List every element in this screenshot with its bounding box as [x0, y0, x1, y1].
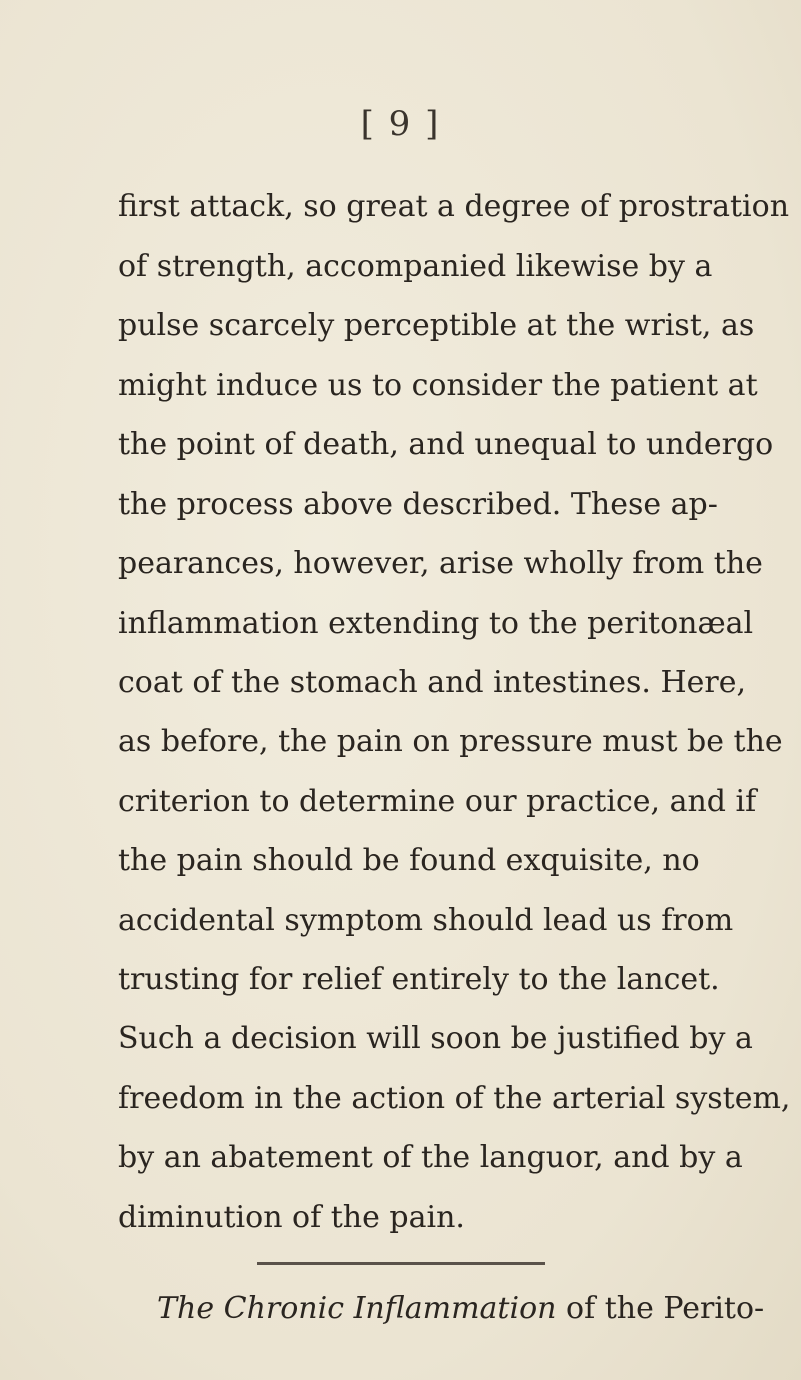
- text-line: Such a decision will soon be justified by a: [118, 1021, 753, 1056]
- text-line: first attack, so great a degree of prostration: [118, 189, 790, 224]
- text-line: as before, the pain on pressure must be the: [118, 724, 783, 759]
- italic-term: Inflammation: [353, 1291, 557, 1326]
- text-line: might induce us to consider the patient at: [118, 368, 758, 403]
- text-span: of the Perito-: [566, 1291, 765, 1326]
- text-line: pearances, however, arise wholly from the: [118, 546, 763, 581]
- text-line: pulse scarcely perceptible at the wrist, as: [118, 308, 755, 343]
- text-line: accidental symptom should lead us from: [118, 903, 734, 938]
- text-line: diminution of the pain.: [118, 1200, 465, 1235]
- text-line: freedom in the action of the arterial system,: [118, 1081, 791, 1116]
- section-divider: [257, 1262, 545, 1265]
- section-heading-line: [157, 1290, 765, 1328]
- page-number: [ 9 ]: [360, 104, 441, 144]
- text-line: criterion to determine our practice, and if: [118, 784, 757, 819]
- text-line: inflammation extending to the peritonæal: [118, 606, 754, 641]
- text-line: the point of death, and unequal to undergo: [118, 427, 774, 462]
- text-line: the process above described. These ap-: [118, 487, 718, 522]
- text-line: by an abatement of the languor, and by a: [118, 1140, 743, 1175]
- text-line: the pain should be found exquisite, no: [118, 843, 700, 878]
- text-line: of strength, accompanied likewise by a: [118, 249, 713, 284]
- text-line: trusting for relief entirely to the lancet.: [118, 962, 720, 997]
- text-line: coat of the stomach and intestines. Here,: [118, 665, 747, 700]
- italic-term: The Chronic: [157, 1291, 345, 1326]
